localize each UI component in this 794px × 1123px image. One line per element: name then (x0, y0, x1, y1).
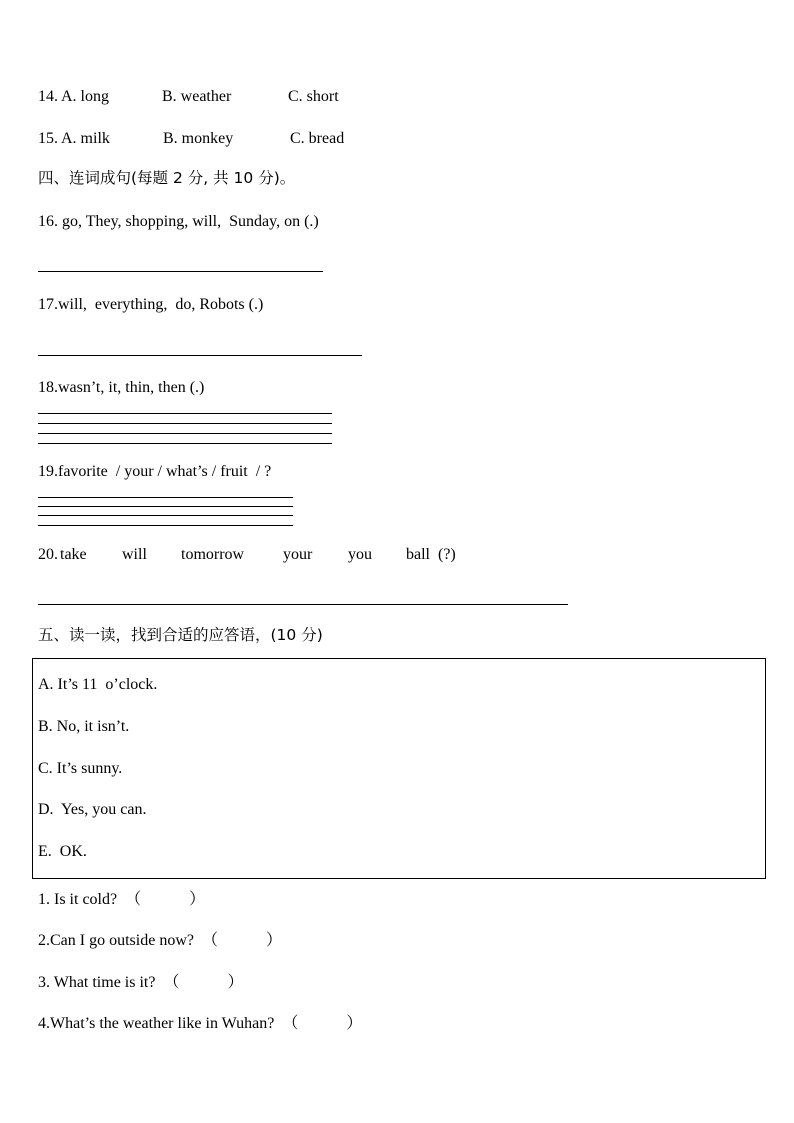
question-20-word: your (283, 546, 313, 563)
question-15-option-c: C. bread (290, 130, 345, 147)
match-question-2[interactable]: 2.Can I go outside now? （ ） (38, 932, 282, 949)
question-20-word: tomorrow (181, 546, 245, 563)
answer-line-17[interactable] (38, 355, 362, 356)
match-question-4[interactable]: 4.What’s the weather like in Wuhan? （ ） (38, 1015, 363, 1032)
question-17: 17.will, everything, do, Robots (.) (38, 296, 264, 313)
question-19: 19.favorite / your / what’s / fruit / ? (38, 463, 272, 480)
answer-line-18-2 (38, 423, 332, 424)
question-15-option-b: B. monkey (163, 130, 234, 147)
answer-choice-a: A. It’s 11 o’clock. (38, 676, 158, 693)
question-15-option-a: A. milk (61, 130, 110, 147)
section-5-heading: 五、读一读，找到合适的应答语，(10 分) (38, 626, 323, 644)
section-4-heading: 四、连词成句(每题 2 分, 共 10 分)。 (38, 169, 296, 187)
answer-choice-b: B. No, it isn’t. (38, 718, 130, 735)
question-18: 18.wasn’t, it, thin, then (.) (38, 379, 205, 396)
question-16: 16. go, They, shopping, will, Sunday, on (.) (38, 213, 319, 230)
answer-line-18-3 (38, 433, 332, 434)
question-14-option-a: A. long (61, 88, 109, 105)
question-20-word: ball (?) (406, 546, 456, 563)
answer-line-19-1 (38, 497, 293, 498)
answer-line-19-4 (38, 525, 293, 526)
question-20-number: 20. (38, 546, 58, 563)
question-20-word: take (60, 546, 87, 563)
answer-line-16[interactable] (38, 271, 323, 272)
match-question-1[interactable]: 1. Is it cold? （ ） (38, 891, 206, 908)
question-15-number: 15. (38, 130, 58, 147)
question-14-number: 14. (38, 88, 58, 105)
question-20-word: will (122, 546, 147, 563)
answer-choice-d: D. Yes, you can. (38, 801, 147, 818)
answer-line-18-4 (38, 443, 332, 444)
answer-choice-e: E. OK. (38, 843, 87, 860)
match-question-3[interactable]: 3. What time is it? （ ） (38, 974, 244, 991)
answer-line-19-3 (38, 515, 293, 516)
question-14-option-c: C. short (288, 88, 339, 105)
answer-choice-c: C. It’s sunny. (38, 760, 123, 777)
answer-line-19-2 (38, 506, 293, 507)
answer-line-18-1 (38, 413, 332, 414)
answer-line-20[interactable] (38, 604, 568, 605)
question-20-word: you (348, 546, 372, 563)
question-14-option-b: B. weather (162, 88, 232, 105)
